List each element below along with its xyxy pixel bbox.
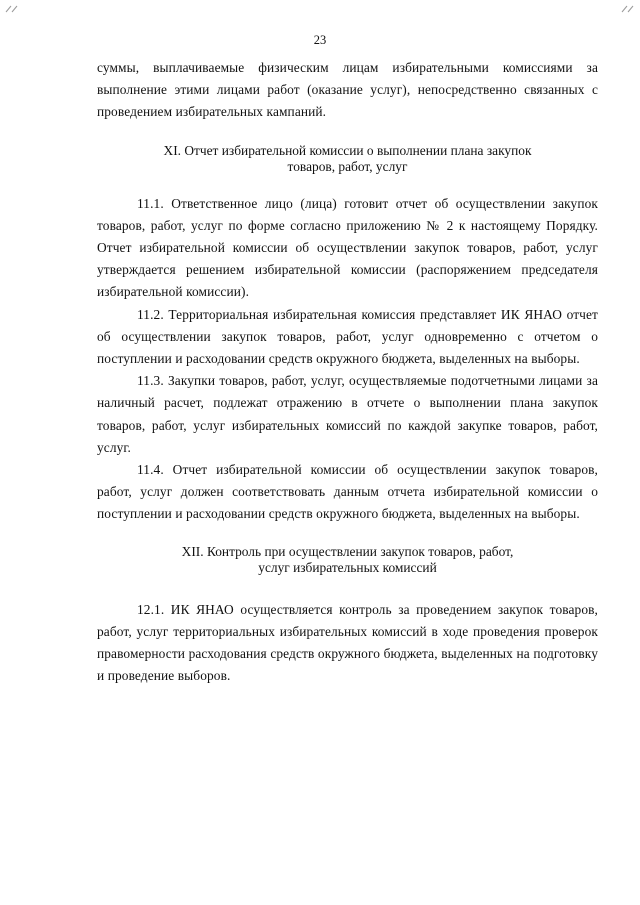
paragraph-11-2: 11.2. Территориальная избирательная комиссия представляет ИК ЯНАО отчет об осуществлении закупок товаров, работ, услуг одновременно с отчетом о поступлении и расходовании средств окружного бюджета, выделенных на выборы. <box>97 306 598 367</box>
section-xi-heading <box>97 143 598 175</box>
paragraph-11-4: 11.4. Отчет избирательной комиссии об осуществлении закупок товаров, работ, услуг должен соответствовать данным отчета избирательной комиссии о поступлении и расходовании средств окружного бюджета, выделенных на выборы. <box>97 462 598 522</box>
section-xi-title-line2: товаров, работ, услуг <box>287 158 408 174</box>
paragraph-11-3: 11.3. Закупки товаров, работ, услуг, осуществляемые подотчетными лицами за наличный расчет, подлежат отражению в отчете о выполнении плана закупок товаров, работ, услуг избирательных комиссий по каждой закупке товаров, работ, услуг. <box>97 373 598 455</box>
scan-corner-mark <box>5 5 19 13</box>
intro-paragraph: суммы, выплачиваемые физическим лицам избирательными комиссиями за выполнение этими лицами работ (оказание услуг), непосредственно связанных с проведением избирательных кампаний. <box>97 60 598 120</box>
section-xii-title-line1: XII. Контроль при осуществлении закупок товаров, работ, <box>181 543 514 559</box>
paragraph-11-1: 11.1. Ответственное лицо (лица) готовит отчет об осуществлении закупок товаров, работ, услуг по форме согласно приложению № 2 к настоящему Порядку. Отчет избирательной комиссии об осуществлении закупок товаров, работ, услуг утверждается решением избирательной комиссии (распоряжением председателя избирательной комиссии). <box>97 195 598 300</box>
section-xii-title-line2: услуг избирательных комиссий <box>258 559 437 575</box>
paragraph-12-1: 12.1. ИК ЯНАО осуществляется контроль за проведением закупок товаров, работ, услуг территориальных избирательных комиссий в ходе проведения проверок правомерности расходования средств окружного бюджета, выделенных на подготовку и проведение выборов. <box>97 601 598 684</box>
section-xi-title-line1: XI. Отчет избирательной комиссии о выполнении плана закупок <box>163 142 532 158</box>
document-body <box>97 57 598 687</box>
scan-corner-mark-right <box>621 5 635 13</box>
section-xii-heading <box>97 544 598 576</box>
page-number: 23 <box>313 33 327 47</box>
